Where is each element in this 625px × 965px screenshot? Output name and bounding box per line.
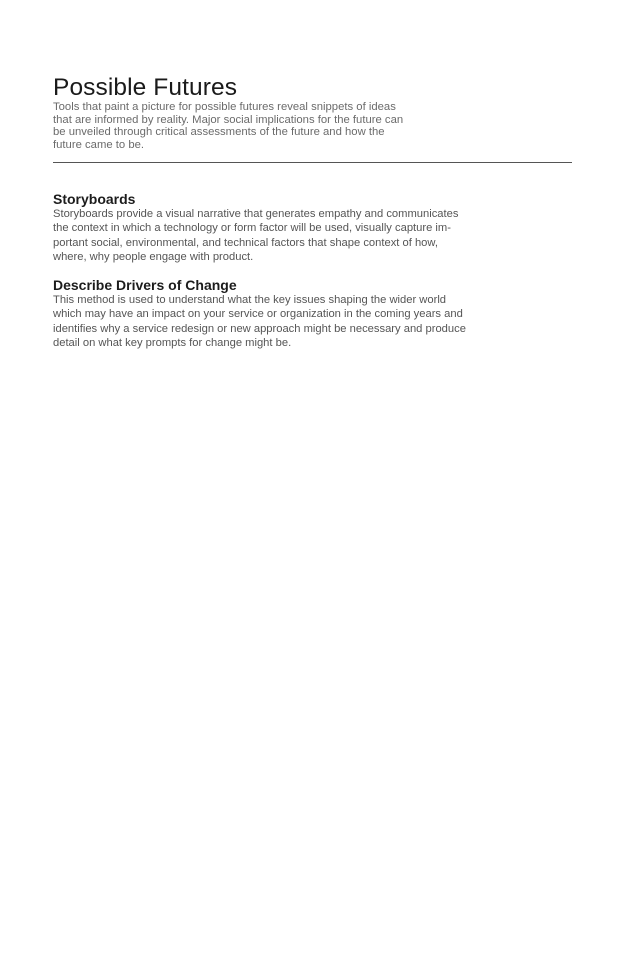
body-line: This method is used to understand what the key issues shaping the wider world [53, 294, 447, 306]
intro-line: that are informed by reality. Major social implications for the future can [53, 113, 404, 126]
intro-line: Tools that paint a picture for possible futures reveal snippets of ideas [53, 101, 396, 113]
body-line: identifies why a service redesign or new approach might be necessary and produce [53, 322, 466, 335]
page-title: Possible Futures [53, 74, 238, 101]
body-line: the context in which a technology or form factor will be used, visually capture im- [53, 222, 451, 235]
body-line: Storyboards provide a visual narrative that generates empathy and communicates [53, 208, 459, 220]
section-drivers-of-change [53, 277, 523, 350]
body-line: detail on what key prompts for change might be. [53, 336, 292, 349]
section-heading: Storyboards [53, 191, 136, 207]
section-heading: Describe Drivers of Change [53, 277, 237, 293]
body-line: portant social, environmental, and technical factors that shape context of how, [53, 236, 438, 249]
section-divider [53, 162, 572, 163]
section-storyboards [53, 191, 523, 264]
section-body [53, 207, 523, 264]
intro-line: future came to be. [53, 138, 145, 151]
intro-paragraph [53, 101, 433, 151]
body-line: where, why people engage with product. [53, 250, 254, 263]
body-line: which may have an impact on your service or organization in the coming years and [53, 308, 463, 321]
section-body [53, 293, 523, 350]
intro-line: be unveiled through critical assessments of the future and how the [53, 126, 385, 139]
